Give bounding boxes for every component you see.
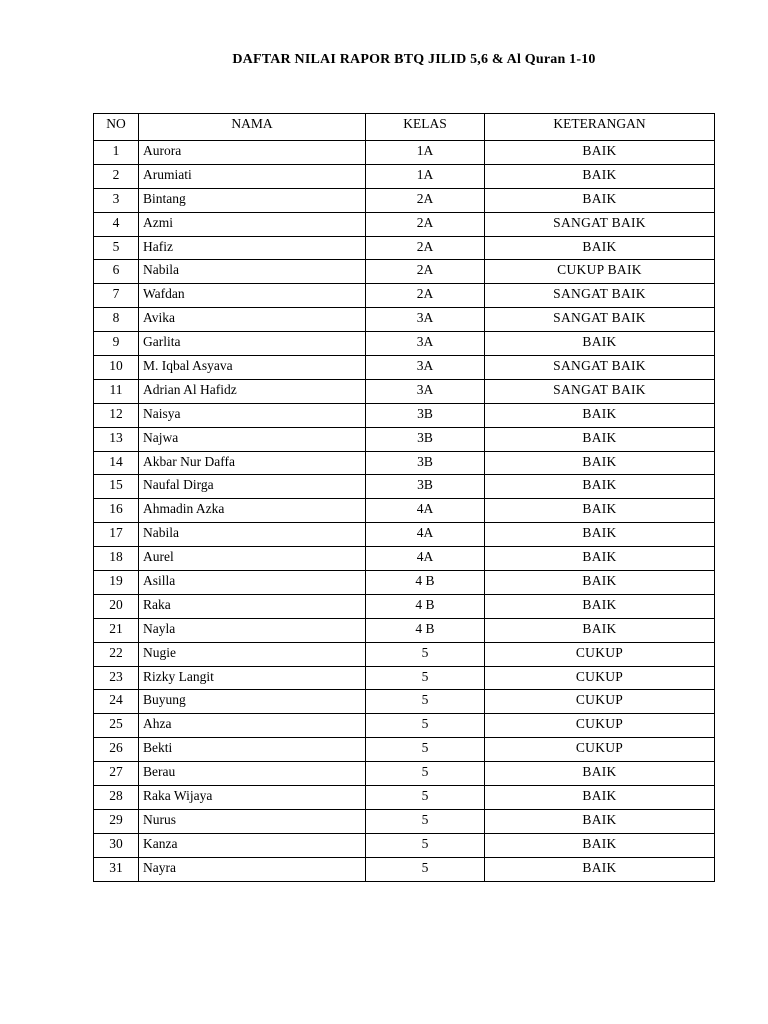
cell-nama: Nabila (139, 260, 366, 284)
cell-kelas: 4 B (366, 618, 485, 642)
cell-no: 5 (94, 236, 139, 260)
cell-kelas: 3A (366, 308, 485, 332)
cell-kelas: 2A (366, 284, 485, 308)
cell-keterangan: BAIK (485, 475, 715, 499)
cell-keterangan: SANGAT BAIK (485, 308, 715, 332)
cell-keterangan: BAIK (485, 332, 715, 356)
table-row (94, 833, 715, 857)
cell-nama: M. Iqbal Asyava (139, 356, 366, 380)
cell-kelas: 4A (366, 499, 485, 523)
cell-kelas: 5 (366, 762, 485, 786)
cell-nama: Rizky Langit (139, 666, 366, 690)
table-row (94, 164, 715, 188)
cell-keterangan: CUKUP (485, 642, 715, 666)
cell-no: 11 (94, 379, 139, 403)
cell-kelas: 1A (366, 164, 485, 188)
cell-nama: Adrian Al Hafidz (139, 379, 366, 403)
cell-no: 31 (94, 857, 139, 881)
cell-keterangan: CUKUP (485, 690, 715, 714)
cell-no: 18 (94, 547, 139, 571)
table-row (94, 642, 715, 666)
cell-nama: Nayla (139, 618, 366, 642)
cell-no: 22 (94, 642, 139, 666)
cell-keterangan: CUKUP BAIK (485, 260, 715, 284)
table-row (94, 714, 715, 738)
cell-keterangan: CUKUP (485, 666, 715, 690)
cell-no: 25 (94, 714, 139, 738)
cell-keterangan: BAIK (485, 594, 715, 618)
cell-nama: Azmi (139, 212, 366, 236)
cell-no: 2 (94, 164, 139, 188)
header-kelas: KELAS (366, 114, 485, 141)
cell-no: 15 (94, 475, 139, 499)
cell-keterangan: BAIK (485, 833, 715, 857)
cell-keterangan: BAIK (485, 618, 715, 642)
cell-kelas: 3A (366, 356, 485, 380)
table-row (94, 451, 715, 475)
table-row (94, 857, 715, 881)
cell-kelas: 5 (366, 738, 485, 762)
cell-nama: Hafiz (139, 236, 366, 260)
table-row (94, 475, 715, 499)
table-row (94, 523, 715, 547)
table-row (94, 284, 715, 308)
cell-keterangan: CUKUP (485, 714, 715, 738)
table-row (94, 690, 715, 714)
cell-nama: Naufal Dirga (139, 475, 366, 499)
table-row (94, 356, 715, 380)
cell-kelas: 4 B (366, 571, 485, 595)
cell-keterangan: BAIK (485, 188, 715, 212)
cell-nama: Wafdan (139, 284, 366, 308)
cell-nama: Naisya (139, 403, 366, 427)
table-row (94, 594, 715, 618)
cell-kelas: 2A (366, 236, 485, 260)
cell-keterangan: BAIK (485, 141, 715, 165)
cell-nama: Raka (139, 594, 366, 618)
cell-nama: Asilla (139, 571, 366, 595)
table-row (94, 427, 715, 451)
cell-nama: Berau (139, 762, 366, 786)
cell-no: 8 (94, 308, 139, 332)
cell-no: 14 (94, 451, 139, 475)
table-row (94, 379, 715, 403)
cell-kelas: 3B (366, 475, 485, 499)
table-row (94, 141, 715, 165)
cell-nama: Avika (139, 308, 366, 332)
table-row (94, 762, 715, 786)
cell-kelas: 3A (366, 332, 485, 356)
cell-keterangan: SANGAT BAIK (485, 212, 715, 236)
cell-nama: Kanza (139, 833, 366, 857)
cell-kelas: 4A (366, 523, 485, 547)
cell-keterangan: BAIK (485, 236, 715, 260)
cell-no: 3 (94, 188, 139, 212)
table-row (94, 666, 715, 690)
header-no: NO (94, 114, 139, 141)
table-row (94, 571, 715, 595)
cell-kelas: 5 (366, 809, 485, 833)
cell-no: 24 (94, 690, 139, 714)
table-row (94, 236, 715, 260)
cell-no: 4 (94, 212, 139, 236)
cell-no: 30 (94, 833, 139, 857)
cell-no: 29 (94, 809, 139, 833)
cell-kelas: 3A (366, 379, 485, 403)
cell-no: 21 (94, 618, 139, 642)
cell-nama: Nurus (139, 809, 366, 833)
cell-nama: Ahmadin Azka (139, 499, 366, 523)
cell-nama: Nugie (139, 642, 366, 666)
cell-keterangan: CUKUP (485, 738, 715, 762)
cell-keterangan: BAIK (485, 499, 715, 523)
cell-nama: Bekti (139, 738, 366, 762)
cell-nama: Ahza (139, 714, 366, 738)
header-row (94, 114, 715, 141)
table-body (94, 141, 715, 882)
cell-kelas: 5 (366, 857, 485, 881)
cell-keterangan: BAIK (485, 547, 715, 571)
cell-nama: Arumiati (139, 164, 366, 188)
table-row (94, 499, 715, 523)
cell-kelas: 3B (366, 403, 485, 427)
cell-no: 12 (94, 403, 139, 427)
cell-keterangan: BAIK (485, 809, 715, 833)
grades-table (93, 113, 715, 882)
cell-nama: Najwa (139, 427, 366, 451)
cell-keterangan: BAIK (485, 403, 715, 427)
header-keterangan: KETERANGAN (485, 114, 715, 141)
cell-keterangan: BAIK (485, 571, 715, 595)
cell-no: 20 (94, 594, 139, 618)
cell-keterangan: SANGAT BAIK (485, 356, 715, 380)
cell-no: 10 (94, 356, 139, 380)
cell-keterangan: BAIK (485, 164, 715, 188)
cell-nama: Aurel (139, 547, 366, 571)
cell-no: 6 (94, 260, 139, 284)
header-nama: NAMA (139, 114, 366, 141)
table-row (94, 618, 715, 642)
cell-nama: Aurora (139, 141, 366, 165)
table-row (94, 809, 715, 833)
cell-no: 17 (94, 523, 139, 547)
cell-kelas: 5 (366, 786, 485, 810)
cell-keterangan: BAIK (485, 857, 715, 881)
cell-nama: Akbar Nur Daffa (139, 451, 366, 475)
cell-no: 16 (94, 499, 139, 523)
cell-keterangan: BAIK (485, 427, 715, 451)
cell-nama: Buyung (139, 690, 366, 714)
cell-kelas: 3B (366, 427, 485, 451)
cell-kelas: 5 (366, 714, 485, 738)
document-title: DAFTAR NILAI RAPOR BTQ JILID 5,6 & Al Quran 1-10 (232, 52, 596, 67)
cell-no: 9 (94, 332, 139, 356)
cell-kelas: 4 B (366, 594, 485, 618)
cell-no: 7 (94, 284, 139, 308)
table-row (94, 332, 715, 356)
cell-keterangan: SANGAT BAIK (485, 379, 715, 403)
cell-no: 13 (94, 427, 139, 451)
cell-nama: Raka Wijaya (139, 786, 366, 810)
cell-keterangan: BAIK (485, 762, 715, 786)
cell-kelas: 5 (366, 666, 485, 690)
table-row (94, 403, 715, 427)
cell-no: 26 (94, 738, 139, 762)
cell-keterangan: BAIK (485, 451, 715, 475)
table-row (94, 308, 715, 332)
cell-nama: Nabila (139, 523, 366, 547)
cell-kelas: 2A (366, 188, 485, 212)
cell-keterangan: BAIK (485, 786, 715, 810)
cell-no: 19 (94, 571, 139, 595)
cell-kelas: 2A (366, 260, 485, 284)
cell-keterangan: BAIK (485, 523, 715, 547)
table-row (94, 212, 715, 236)
cell-no: 23 (94, 666, 139, 690)
table-row (94, 786, 715, 810)
cell-kelas: 5 (366, 642, 485, 666)
cell-no: 1 (94, 141, 139, 165)
table-row (94, 260, 715, 284)
cell-keterangan: SANGAT BAIK (485, 284, 715, 308)
cell-kelas: 5 (366, 833, 485, 857)
cell-kelas: 2A (366, 212, 485, 236)
cell-nama: Nayra (139, 857, 366, 881)
cell-kelas: 1A (366, 141, 485, 165)
table-row (94, 738, 715, 762)
cell-no: 28 (94, 786, 139, 810)
table-header (94, 114, 715, 141)
cell-no: 27 (94, 762, 139, 786)
cell-kelas: 5 (366, 690, 485, 714)
table-row (94, 188, 715, 212)
cell-nama: Garlita (139, 332, 366, 356)
cell-nama: Bintang (139, 188, 366, 212)
table-row (94, 547, 715, 571)
cell-kelas: 3B (366, 451, 485, 475)
cell-kelas: 4A (366, 547, 485, 571)
